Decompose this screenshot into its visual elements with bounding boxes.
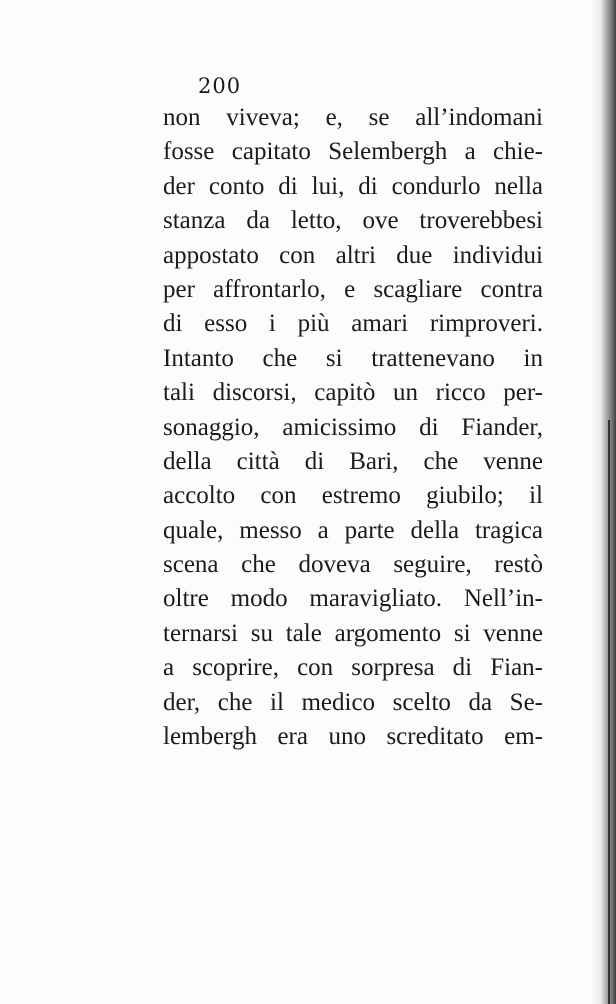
text-line: lembergh era uno screditato em- <box>163 723 543 751</box>
body-text <box>163 101 543 754</box>
text-line: appostato con altri due individui <box>163 241 543 269</box>
page-edge-shadow <box>590 0 616 1004</box>
text-line: tali discorsi, capitò un ricco per- <box>163 379 543 407</box>
text-line: ternarsi su tale argomento si venne <box>163 619 543 647</box>
page-number: 200 <box>198 74 242 98</box>
text-line: della città di Bari, che venne <box>163 447 543 475</box>
text-line: accolto con estremo giubilo; il <box>163 482 543 510</box>
text-line: scena che doveva seguire, restò <box>163 551 543 579</box>
text-line: di esso i più amari rimproveri. <box>163 310 543 338</box>
text-line: a scoprire, con sorpresa di Fian- <box>163 654 543 682</box>
text-line: Intanto che si trattenevano in <box>163 344 543 372</box>
text-line: oltre modo maravigliato. Nell’in- <box>163 585 543 613</box>
page-edge-line <box>608 420 610 1004</box>
text-line: der, che il medico scelto da Se- <box>163 688 543 716</box>
text-line: stanza da letto, ove troverebbesi <box>163 207 543 235</box>
text-line: non viveva; e, se all’indomani <box>163 104 543 131</box>
text-line: per affrontarlo, e scagliare contra <box>163 275 543 303</box>
text-line: sonaggio, amicissimo di Fiander, <box>163 413 543 441</box>
text-line: quale, messo a parte della tragica <box>163 516 543 544</box>
text-line: fosse capitato Selembergh a chie- <box>163 138 543 166</box>
text-line: der conto di lui, di condurlo nella <box>163 172 543 200</box>
